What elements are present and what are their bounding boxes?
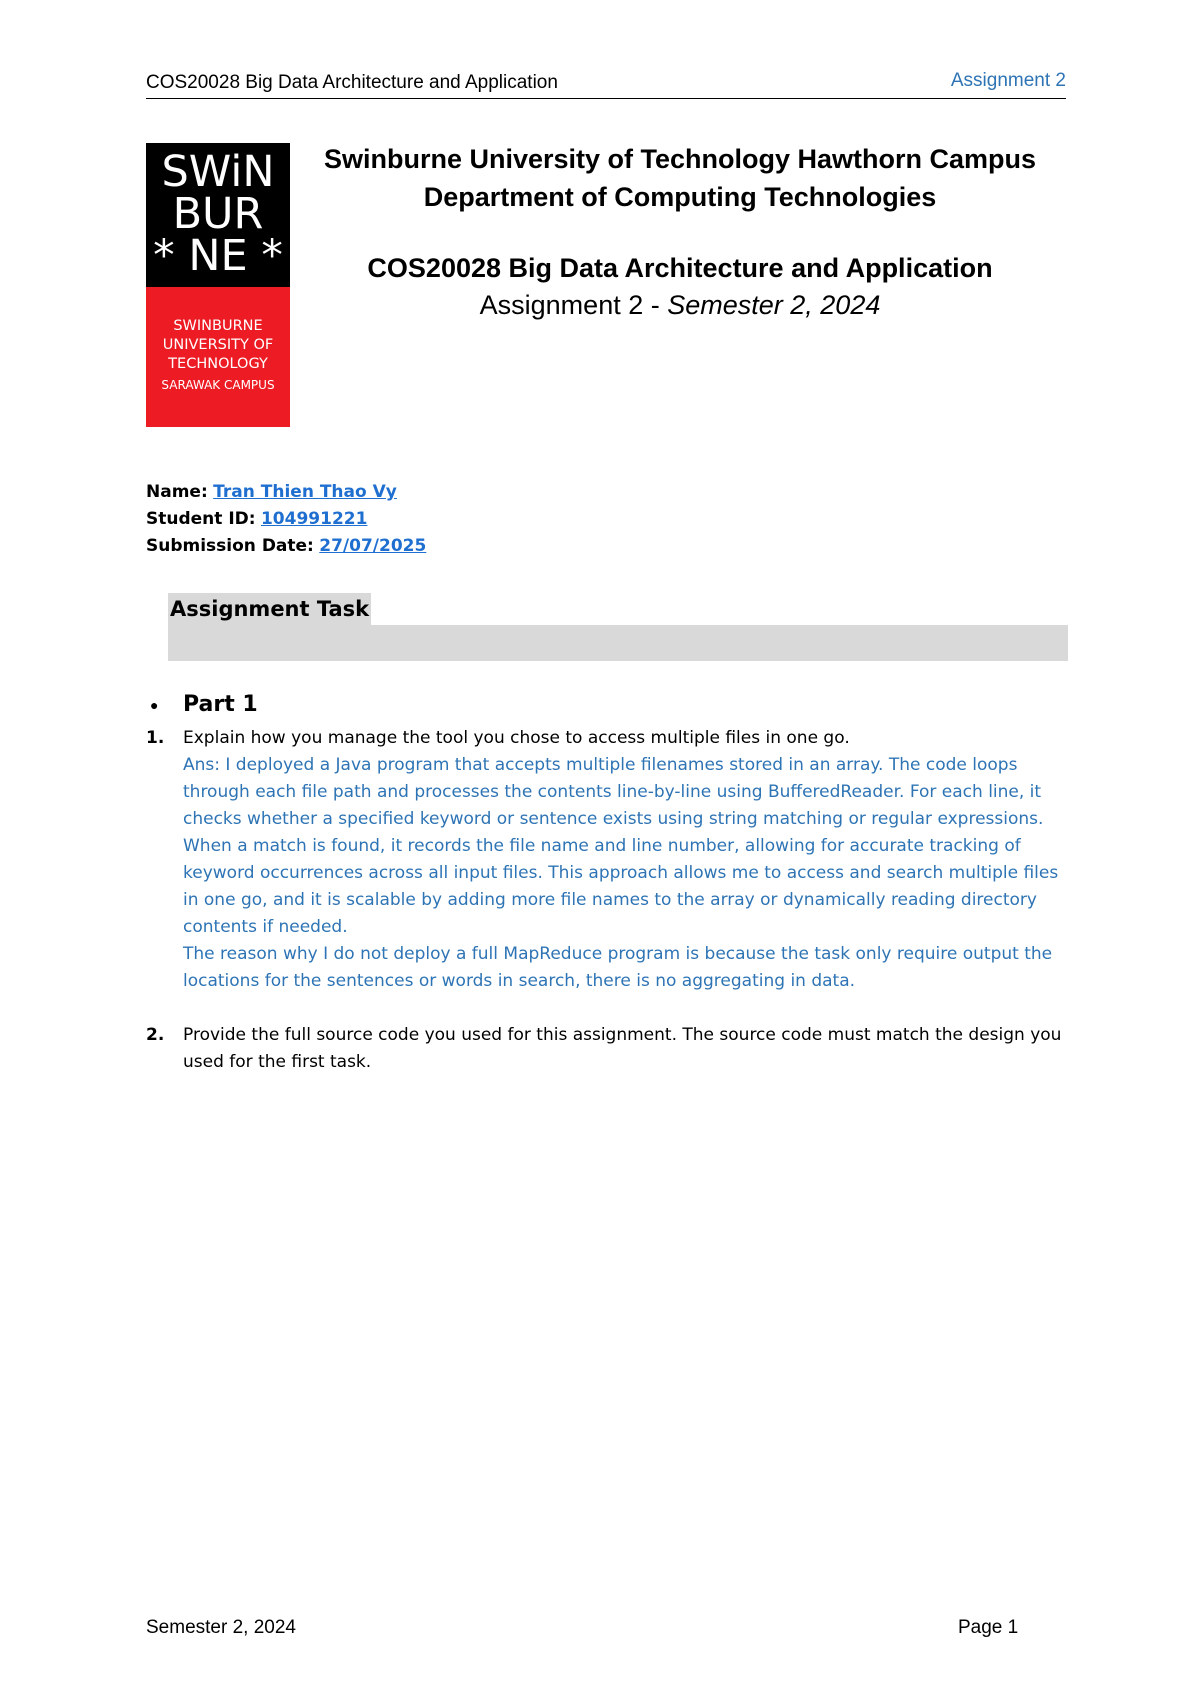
question-number-1: 1. bbox=[146, 728, 165, 748]
question-1-answer: Ans: I deployed a Java program that accepts multiple filenames stored in an array. The code loops through each file path and processes the contents line-by-line using BufferedReader. For each line, it checks whether a specified keyword or sentence exists using string matching or regular expressions. When a match is found, it records the file name and line number, allowing for accurate tracking of keyword occurrences across all input files. This approach allows me to access and search multiple files in one go, and it is scalable by adding more file names to the array or dynamically reading directory contents if needed. bbox=[183, 755, 1059, 937]
logo-text-line2: BUR bbox=[172, 189, 264, 239]
student-id-row bbox=[146, 509, 367, 529]
assignment-subtitle bbox=[290, 290, 1070, 321]
logo-sub-line4: SARAWAK CAMPUS bbox=[161, 378, 275, 392]
course-title: COS20028 Big Data Architecture and Application bbox=[367, 253, 993, 283]
part-title: Part 1 bbox=[183, 692, 258, 717]
logo-text-line1: SWiN bbox=[161, 147, 275, 197]
question-1 bbox=[183, 725, 1073, 995]
department-title: Department of Computing Technologies bbox=[423, 182, 937, 212]
swinburne-logo bbox=[146, 143, 290, 427]
assignment-task-heading: Assignment Task bbox=[168, 593, 371, 625]
question-2-text: Provide the full source code you used for this assignment. The source code must match the design you used for the first task. bbox=[183, 1025, 1062, 1072]
logo-black-block bbox=[146, 143, 290, 287]
header-assignment-label: Assignment 2 bbox=[950, 70, 1066, 91]
assignment-task-bar bbox=[168, 625, 1068, 661]
date-label: Submission Date: bbox=[146, 536, 314, 556]
student-name: Tran Thien Thao Vy bbox=[213, 482, 397, 502]
id-label: Student ID: bbox=[146, 509, 256, 529]
page-header bbox=[146, 70, 1066, 99]
university-title: Swinburne University of Technology Hawthorn Campus bbox=[323, 144, 1037, 174]
question-1-answer-reason: The reason why I do not deploy a full MapReduce program is because the task only require output the locations for the sentences or words in search, there is no aggregating in data. bbox=[183, 944, 1053, 991]
question-number-2: 2. bbox=[146, 1025, 165, 1045]
student-id: 104991221 bbox=[260, 509, 368, 529]
header-course-title: COS20028 Big Data Architecture and Application bbox=[146, 72, 558, 93]
logo-sub-line3: TECHNOLOGY bbox=[168, 356, 268, 372]
assignment-prefix: Assignment 2 - bbox=[479, 290, 668, 320]
submission-date: 27/07/2025 bbox=[319, 536, 427, 556]
footer-page-number: Page 1 bbox=[958, 1617, 1019, 1638]
logo-text-line3: * NE * bbox=[153, 231, 283, 281]
submission-date-row bbox=[146, 536, 426, 556]
student-name-row bbox=[146, 482, 397, 502]
footer-semester: Semester 2, 2024 bbox=[146, 1617, 296, 1638]
question-1-text: Explain how you manage the tool you chose to access multiple files in one go. bbox=[183, 728, 850, 748]
bullet-icon: ● bbox=[150, 697, 159, 713]
logo-sub-line2: UNIVERSITY OF bbox=[162, 337, 274, 353]
semester-label: Semester 2, 2024 bbox=[667, 290, 881, 320]
logo-sub-line1: SWINBURNE bbox=[173, 318, 263, 334]
logo-red-block bbox=[146, 287, 290, 427]
question-2 bbox=[183, 1022, 1073, 1076]
name-label: Name: bbox=[146, 482, 208, 502]
